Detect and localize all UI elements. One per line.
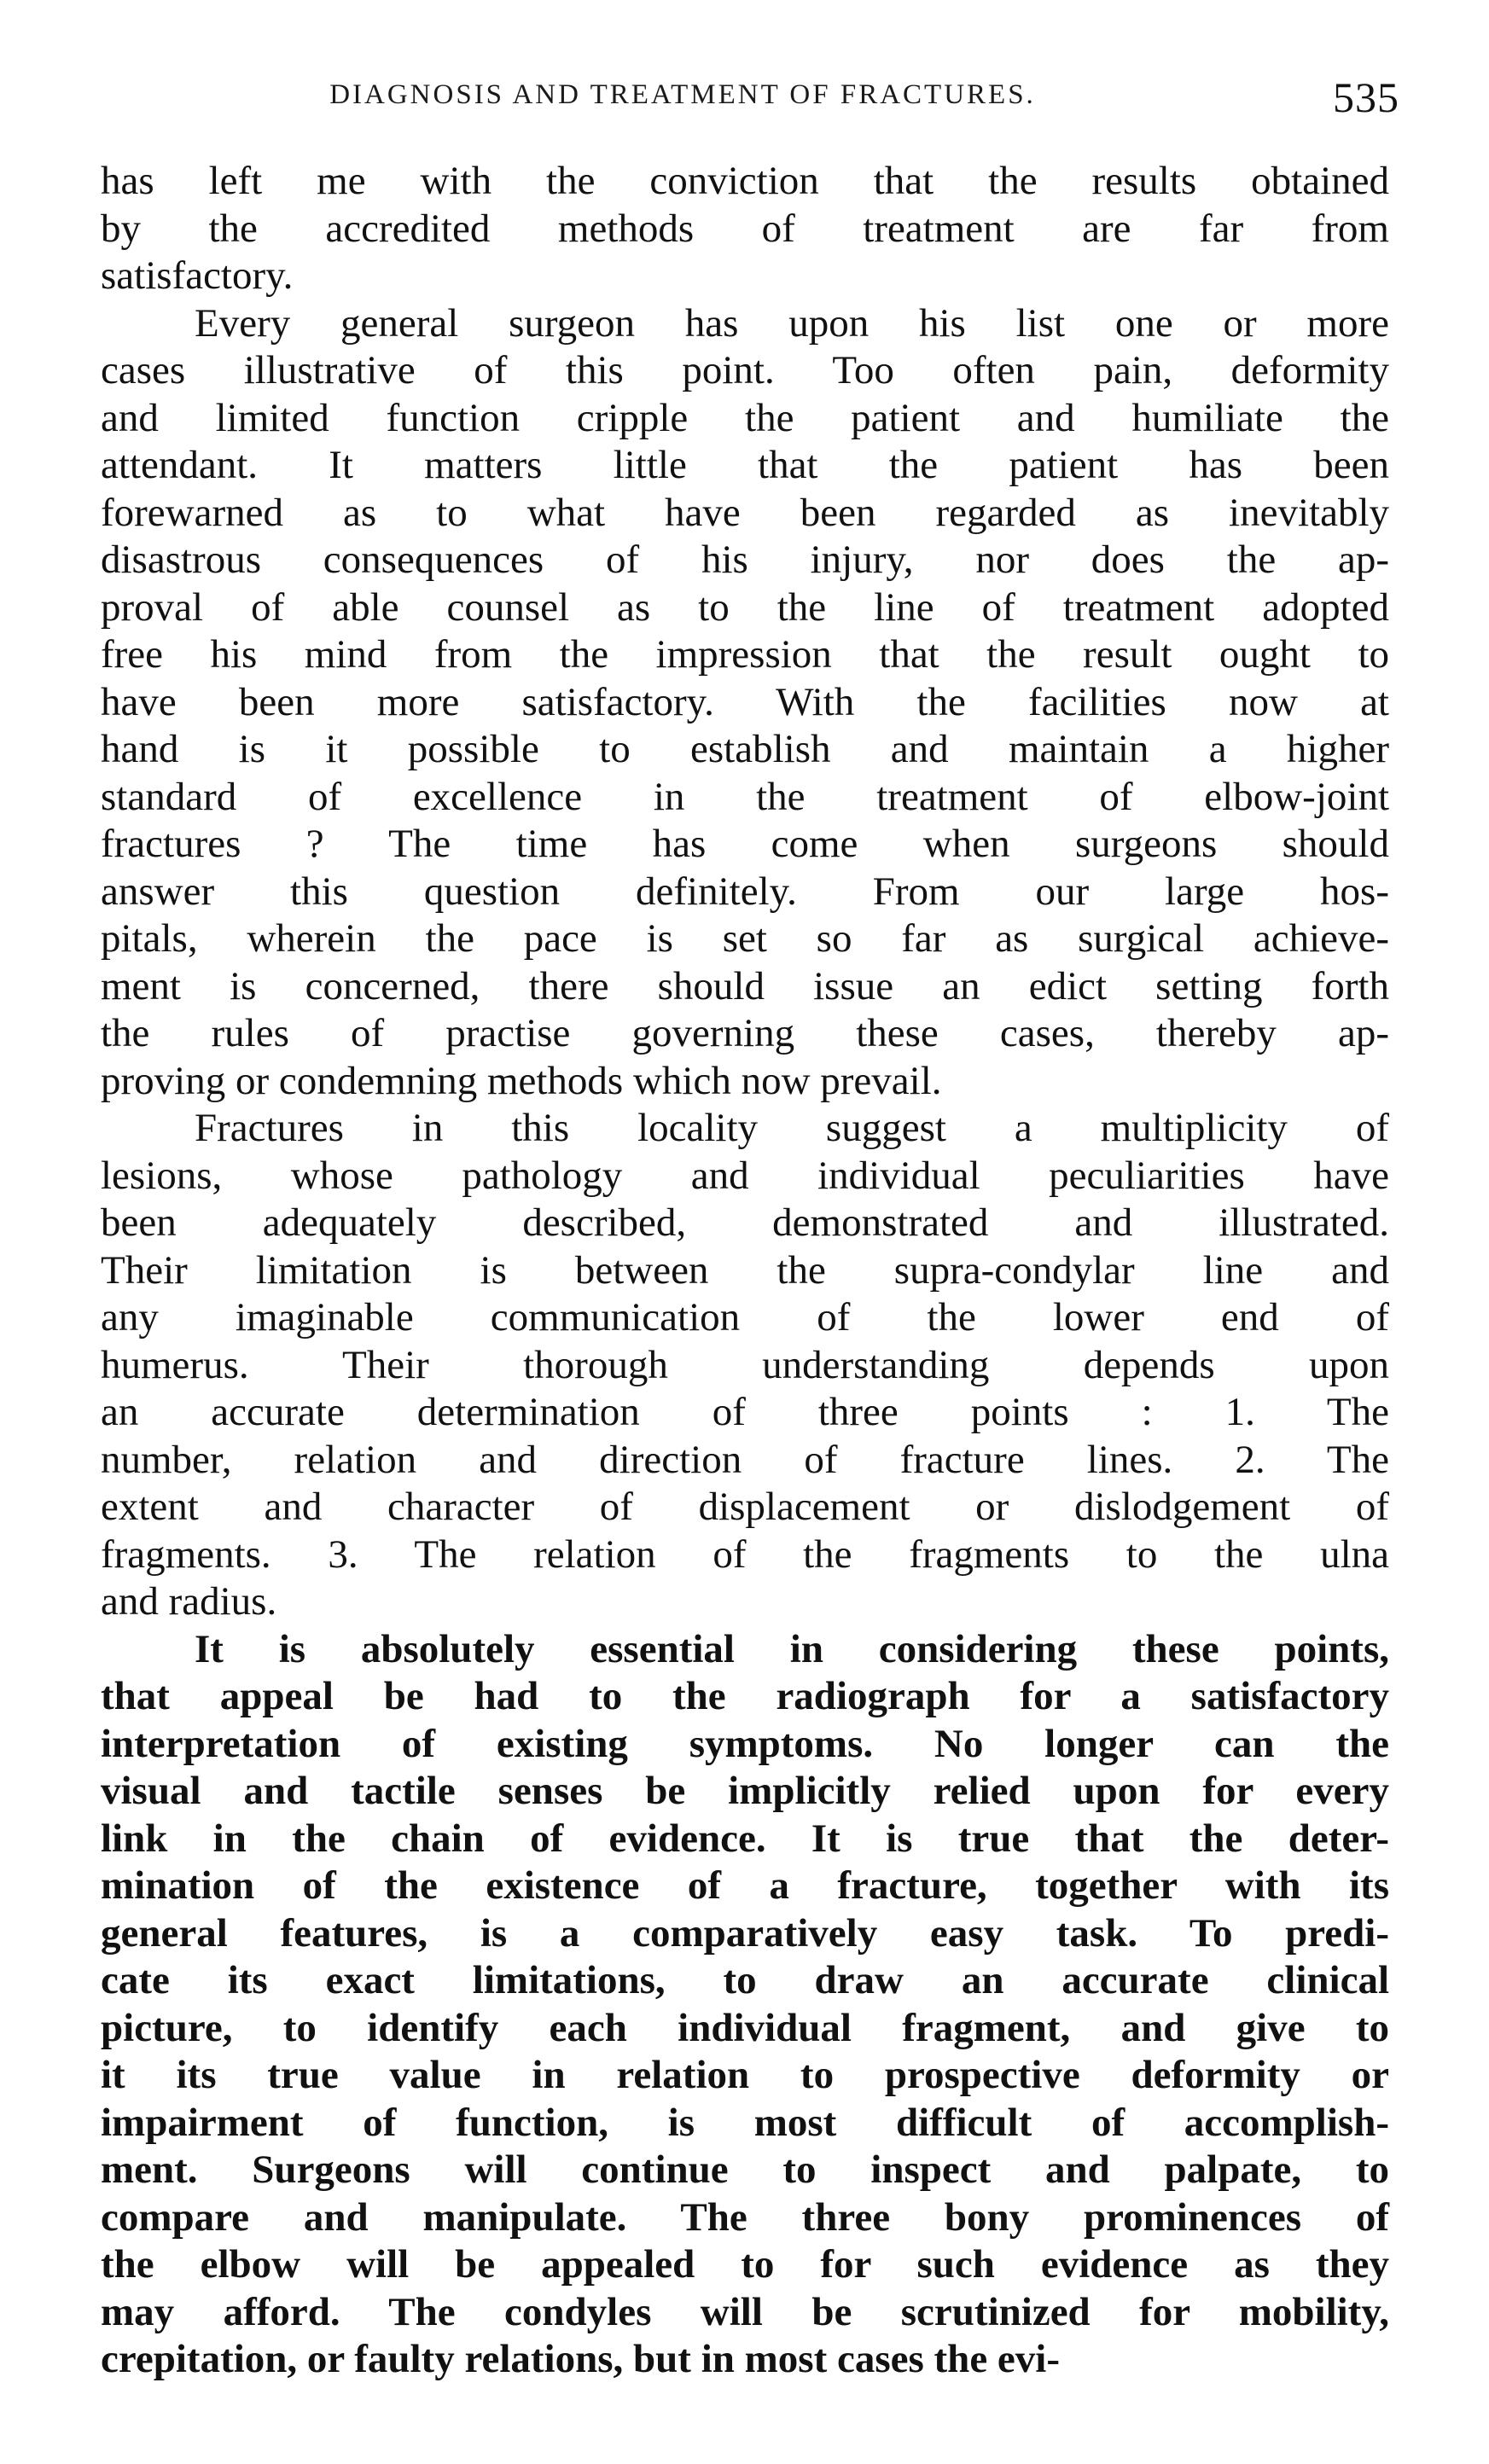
text-line: forewarned as to what have been regarded as inevitably [101,490,1389,535]
text-line: extent and character of displacement or dislodgement of [101,1485,1389,1529]
text-line: any imaginable communication of the lower end of [101,1295,1389,1340]
text-line: have been more satisfactory. With the facilities now at [101,679,1389,724]
text-line: may afford. The condyles will be scrutinized for mobility, [101,2289,1389,2334]
text-line: Every general surgeon has upon his list one or more [195,300,1389,346]
text-line: and radius. [101,1579,277,1624]
text-line: satisfactory. [101,253,294,298]
text-line: the rules of practise governing these cases, thereby ap- [101,1011,1389,1055]
text-line: an accurate determination of three points : 1. The [101,1390,1389,1434]
text-line: attendant. It matters little that the patient has been [101,443,1389,487]
text-line: compare and manipulate. The three bony prominences of [101,2194,1389,2240]
text-line: number, relation and direction of fracture lines. 2. The [101,1437,1389,1482]
text-line: that appeal be had to the radiograph for a satisfactory [101,1674,1389,1718]
text-line: link in the chain of evidence. It is true that the deter- [101,1816,1389,1861]
text-line: proval of able counsel as to the line of treatment adopted [101,584,1389,630]
page-number: 535 [1333,73,1399,121]
text-line: answer this question definitely. From our large hos- [101,869,1389,914]
paragraph [101,300,1389,1106]
text-line: humerus. Their thorough understanding depends upon [101,1342,1389,1387]
text-line: ment is concerned, there should issue an edict setting forth [101,963,1389,1008]
running-title: DIAGNOSIS AND TREATMENT OF FRACTURES. [329,79,1036,110]
text-line: cases illustrative of this point. Too often pain, deformity [101,348,1389,392]
text-line: interpretation of existing symptoms. No longer can the [101,1721,1389,1766]
body-text [101,158,1389,2384]
text-line: pitals, wherein the pace is set so far as surgical achieve- [101,916,1389,961]
running-head [102,73,1399,124]
paragraph [101,1626,1389,2384]
text-line: disastrous consequences of his injury, nor does the ap- [101,538,1389,582]
paragraph [101,1105,1389,1626]
text-line: fragments. 3. The relation of the fragments to the ulna [101,1531,1389,1577]
text-line: mination of the existence of a fracture, together with its [101,1863,1389,1908]
text-line: Fractures in this locality suggest a multiplicity of [195,1106,1389,1150]
text-line: free his mind from the impression that the result ought to [101,632,1389,677]
text-line: It is absolutely essential in considering these points, [195,1626,1389,1671]
text-line: picture, to identify each individual fragment, and give to [101,2005,1389,2050]
paragraph [101,158,1389,300]
text-line: it its true value in relation to prospective deformity or [101,2053,1389,2097]
text-line: and limited function cripple the patient and humiliate the [101,395,1389,440]
text-line: impairment of function, is most difficult of accomplish- [101,2100,1389,2145]
text-line: crepitation, or faulty relations, but in most cases the evi- [101,2337,1061,2381]
text-line: hand is it possible to establish and maintain a higher [101,727,1389,771]
text-line: visual and tactile senses be implicitly relied upon for every [101,1769,1389,1813]
text-line: proving or condemning methods which now prevail. [101,1058,942,1103]
text-line: general features, is a comparatively easy task. To predi- [101,1910,1389,1956]
text-line: Their limitation is between the supra-condylar line and [101,1247,1389,1293]
text-line: the elbow will be appealed to for such evidence as they [101,2242,1389,2287]
text-line: cate its exact limitations, to draw an accurate clinical [101,1958,1389,2002]
text-line: fractures ? The time has come when surgeons should [101,822,1389,866]
text-line: has left me with the conviction that the results obtained [101,159,1389,203]
text-line: ment. Surgeons will continue to inspect and palpate, to [101,2147,1389,2192]
text-line: lesions, whose pathology and individual peculiarities have [101,1153,1389,1198]
text-line: been adequately described, demonstrated and illustrated. [101,1200,1389,1245]
text-line: standard of excellence in the treatment of elbow-joint [101,774,1389,819]
text-line: by the accredited methods of treatment are far from [101,206,1389,251]
